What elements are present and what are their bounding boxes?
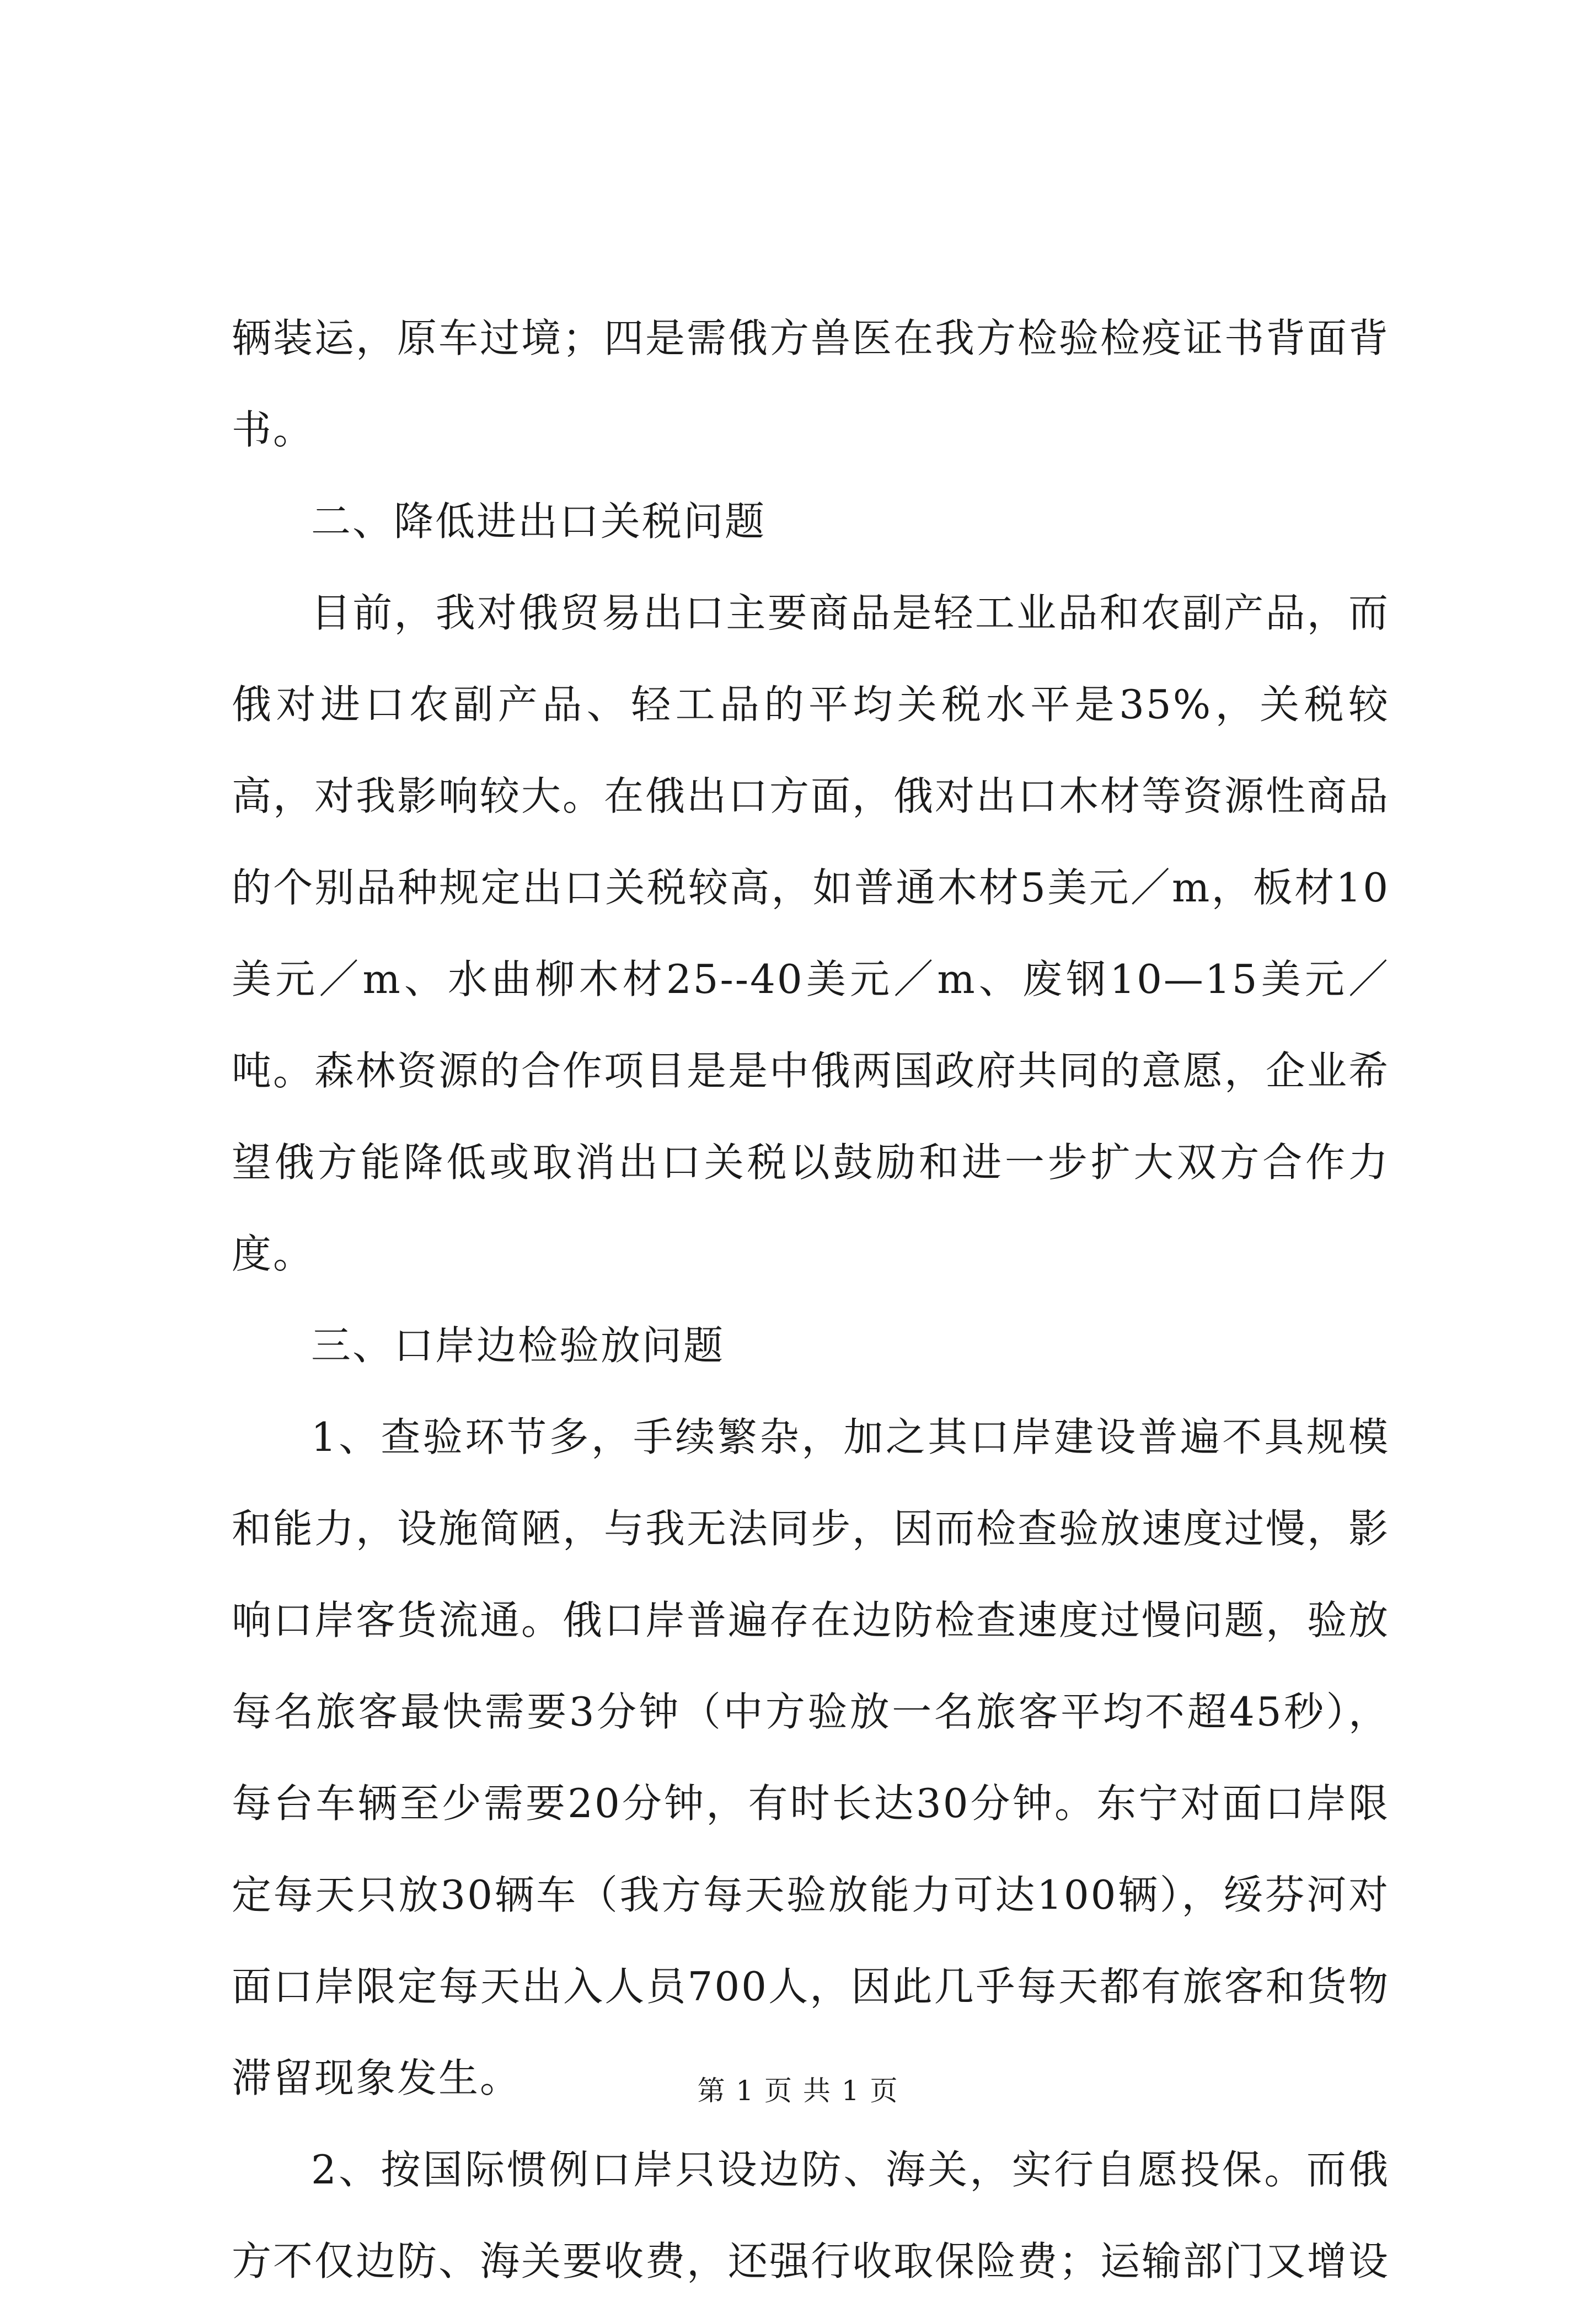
document-body [232, 292, 1390, 2307]
section-heading-border-inspection: 三、口岸边检验放问题 [311, 1322, 725, 1369]
page-footer: 第 1 页 共 1 页 [697, 2075, 899, 2107]
paragraph-tariffs: 目前，我对俄贸易出口主要商品是轻工业品和农副产品，而俄对进口农副产品、轻工品的平均关税水平是35%，关税较高，对我影响较大。在俄出口方面，俄对出口木材等资源性商品的个别品种规定出口关税较高，如普通木材5美元／m，板材10美元／m、水曲柳木材25--40美元／m、废钢10—15美元／吨。森林资源的合作项目是是中俄两国政府共同的意愿，企业希望俄方能降低或取消出口关税以鼓励和进一步扩大双方合作力度。 [232, 590, 1390, 1277]
section-heading-tariffs: 二、降低进出口关税问题 [311, 498, 767, 544]
paragraph-continuation: 辆装运，原车过境；四是需俄方兽医在我方检验检疫证书背面背书。 [232, 315, 1390, 453]
paragraph-inspection-point-2: 2、按国际惯例口岸只设边防、海关，实行自愿投保。而俄方不仅边防、海关要收费，还强行收取保险费；运输部门又增设 [232, 2146, 1390, 2284]
paragraph-inspection-point-1: 1、查验环节多，手续繁杂，加之其口岸建设普遍不具规模和能力，设施简陋，与我无法同步，因而检查验放速度过慢，影响口岸客货流通。俄口岸普遍存在边防检查速度过慢问题，验放每名旅客最快需要3分钟（中方验放一名旅客平均不超45秒），每台车辆至少需要20分钟，有时长达30分钟。东宁对面口岸限定每天只放30辆车（我方每天验放能力可达100辆），绥芬河对面口岸限定每天出入人员700人，因此几乎每天都有旅客和货物滞留现象发生。 [232, 1414, 1390, 2101]
